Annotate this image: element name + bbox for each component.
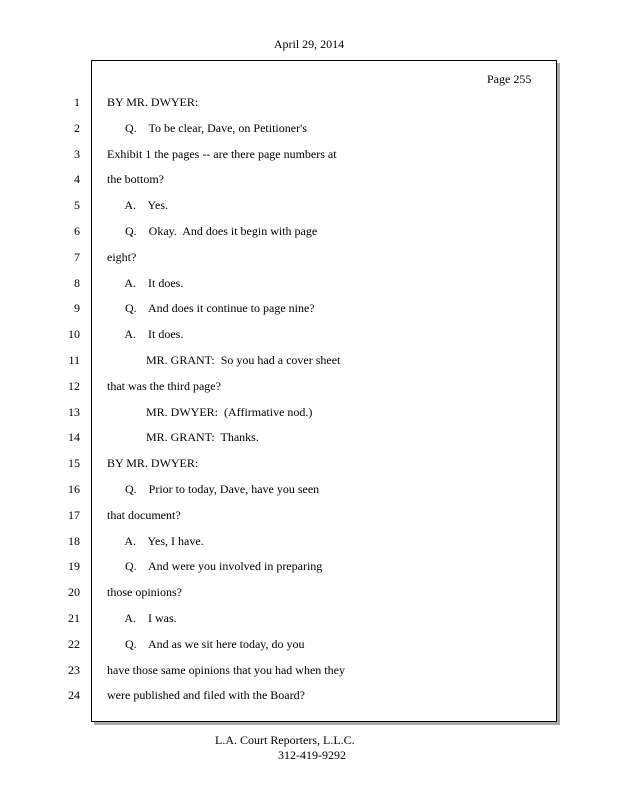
line-number: 21 <box>68 611 80 625</box>
line-number: 9 <box>74 301 80 315</box>
line-number: 7 <box>74 250 80 264</box>
line-number: 19 <box>68 559 80 573</box>
line-number: 15 <box>68 456 80 470</box>
line-number: 10 <box>68 327 80 341</box>
line-number: 2 <box>74 121 80 135</box>
line-number: 13 <box>68 405 80 419</box>
line-number: 20 <box>68 585 80 599</box>
line-text: BY MR. DWYER: <box>107 456 199 470</box>
header-date: April 29, 2014 <box>273 37 345 51</box>
line-number: 18 <box>68 534 80 548</box>
line-number: 3 <box>74 147 80 161</box>
line-text: MR. GRANT: So you had a cover sheet <box>107 353 341 367</box>
line-number: 23 <box>68 663 80 677</box>
line-number: 14 <box>68 430 80 444</box>
footer-company: L.A. Court Reporters, L.L.C. <box>215 733 355 747</box>
line-text: BY MR. DWYER: <box>107 95 199 109</box>
line-text: MR. DWYER: (Affirmative nod.) <box>107 405 313 419</box>
line-text: Q. And were you involved in preparing <box>107 559 323 573</box>
line-text: Q. And does it continue to page nine? <box>107 301 315 315</box>
line-number: 4 <box>74 172 80 186</box>
line-number: 12 <box>68 379 80 393</box>
line-text: that was the third page? <box>107 379 221 393</box>
line-text: were published and filed with the Board? <box>107 688 305 702</box>
line-text: A. Yes. <box>107 198 169 212</box>
line-text: that document? <box>107 508 181 522</box>
line-text: MR. GRANT: Thanks. <box>107 430 259 444</box>
line-number: 16 <box>68 482 80 496</box>
line-number: 8 <box>74 276 80 290</box>
footer-phone: 312-419-9292 <box>278 748 346 762</box>
line-text: Q. Okay. And does it begin with page <box>107 224 318 238</box>
line-number: 17 <box>68 508 80 522</box>
line-number: 24 <box>68 688 80 702</box>
line-text: A. It does. <box>107 276 184 290</box>
line-text: the bottom? <box>107 172 164 186</box>
line-number: 1 <box>74 95 80 109</box>
line-number: 11 <box>68 353 80 367</box>
line-text: A. It does. <box>107 327 184 341</box>
line-text: Q. To be clear, Dave, on Petitioner's <box>107 121 307 135</box>
line-text: Exhibit 1 the pages -- are there page numbers at <box>107 147 337 161</box>
line-text: eight? <box>107 250 137 264</box>
line-text: Q. And as we sit here today, do you <box>107 637 305 651</box>
line-text: have those same opinions that you had when they <box>107 663 345 677</box>
line-number: 5 <box>74 198 80 212</box>
line-text: A. Yes, I have. <box>107 534 204 548</box>
line-text: A. I was. <box>107 611 177 625</box>
line-number: 6 <box>74 224 80 238</box>
line-text: those opinions? <box>107 585 182 599</box>
line-number: 22 <box>68 637 80 651</box>
line-text: Q. Prior to today, Dave, have you seen <box>107 482 320 496</box>
page-number: Page 255 <box>487 72 532 86</box>
